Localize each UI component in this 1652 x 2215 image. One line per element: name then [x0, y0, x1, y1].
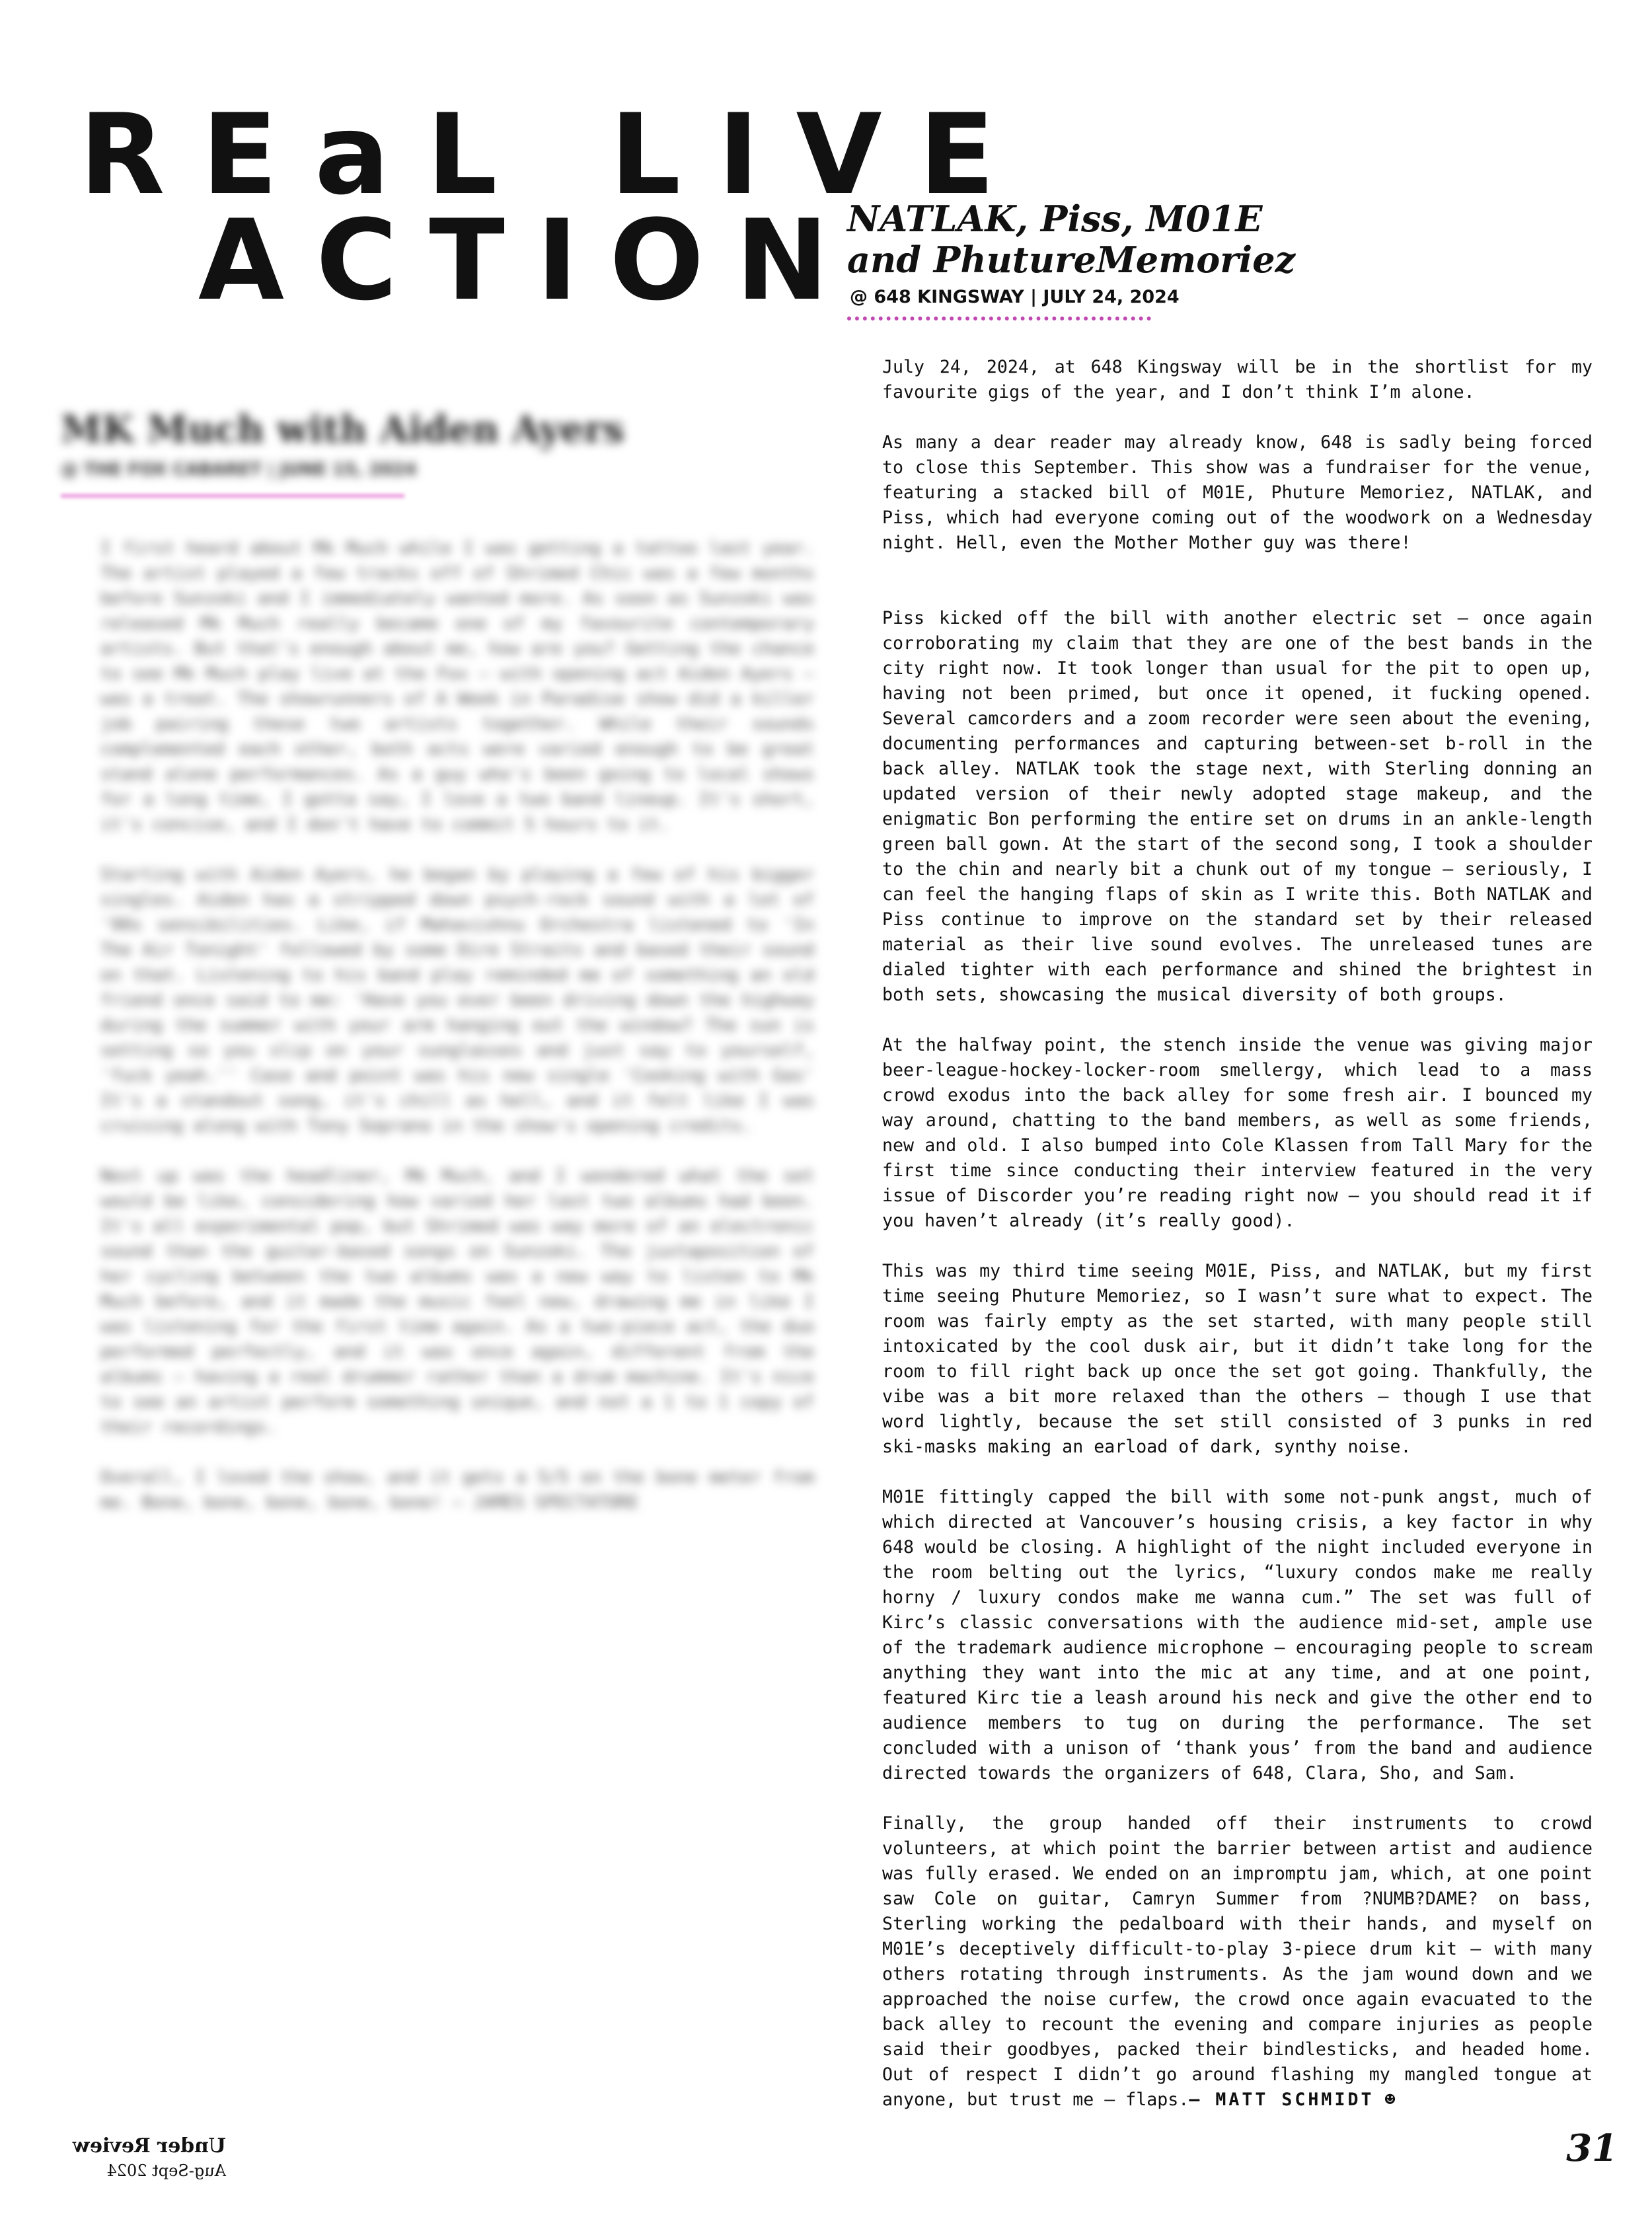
masthead-line1: REaL LIVE — [79, 90, 1032, 219]
footer-masthead — [73, 2134, 226, 2180]
left-review-body — [100, 536, 814, 1515]
left-review-venue: @ THE FOX CABARET | JUNE 15, 2024 — [61, 459, 417, 480]
left-review-paragraph: I first heard about Mk Much while I was getting a tattoo last year. The artist played a few tracks off of Shrimed Chic was a few months before Sunzoki and I immediately wanted more. As soon as Sunzoki was released Mk Much really became one of my favourite contemporary artists. But that's enough about me, how are you? Getting the chance to see Mk Much play live at the Fox — with opening act Aiden Ayers — was a treat. The showrunners of A Week in Paradise show did a killer job pairing these two artists together. While their sounds complemented each other, both acts were varied enough to be great stand alone performances. As a guy who's been going to local shows for a long time, I gotta say, I love a two band lineup. It's short, it's concise, and I don't have to commit 5 hours to it. — [100, 538, 814, 835]
article-header — [847, 198, 1574, 320]
footer-issue-date: Aug-Sept 2024 — [106, 2161, 227, 2180]
article-paragraph-final — [882, 1811, 1593, 2113]
article-paragraph: Piss kicked off the bill with another electric set — once again corroborating my claim that they are one of the best bands in the city right now. It took longer than usual for the pit to open up, having not been primed, but once it opened, it fucking opened. Several camcorders and a zoom recorder were seen about the evening, documenting performances and capturing between-set b-roll in the back alley. NATLAK took the stage next, with Sterling donning an updated version of their newly adopted stage makeup, and the enigmatic Bon performing the entire set on drums in an ankle-length green ball gown. At the start of the second song, I took a shoulder to the chin and nearly bit a chunk out of my tongue — seriously, I can feel the hanging flaps of skin as I write this. Both NATLAK and Piss continue to improve on the standard set by their released material as their live sound evolves. The unreleased tunes are dialed tighter with each performance and shined the brightest in both sets, showcasing the musical diversity of both groups. — [882, 608, 1593, 1005]
article-title — [847, 198, 1574, 280]
article-byline: — MATT SCHMIDT — [1189, 2089, 1374, 2110]
footer-magazine-name: Under Review — [73, 2134, 227, 2158]
left-review-paragraph: Next up was the headliner, Mk Much, and I wondered what the set would be like, considering how varied her last two albums had been. It's all experimental pop, but Shrimed was way more of an electronic sound than the guitar-based songs on Sunzoki. The juxtaposition of her cycling between the two albums was a new way to listen to Mk Much before, and it made the music feel new, drawing me in like I was listening for the first time again. As a two-piece act, the duo performed perfectly, and it was once again, different from the albums — having a real drummer rather than a drum machine. It's nice to see an artist perform something unique, and not a 1 to 1 copy of their recordings. — [100, 1166, 814, 1437]
page-number: 31 — [1566, 2126, 1618, 2170]
left-review — [61, 410, 821, 1540]
article-paragraph: At the halfway point, the stench inside the venue was giving major beer-league-hockey-locker-room smellergy, which lead to a mass crowd exodus into the back alley for some fresh air. I bounced my way around, chatting to the band members, as well as some friends, new and old. I also bumped into Cole Klassen from Tall Mary for the first time since conducting their interview featured in the very issue of Discorder you’re reading right now — you should read it if you haven’t already (it’s really good). — [882, 1035, 1593, 1231]
article-title-line2: and PhutureMemoriez — [847, 239, 1296, 281]
article-paragraph: This was my third time seeing M01E, Piss, and NATLAK, but my first time seeing Phuture Memoriez, so I wasn’t sure what to expect. The room was fairly empty as the set started, with many people still intoxicated by the cool dusk air, but it didn’t take long for the room to fill right back up once the set got going. Thankfully, the vibe was a bit more relaxed than the others — though I use that word lightly, because the set still consisted of 3 punks in red ski-masks making an earload of dark, synthy noise. — [882, 1261, 1593, 1457]
article-paragraph-text: Finally, the group handed off their instruments to crowd volunteers, at which point the barrier between artist and audience was fully erased. We ended on an impromptu jam, which, at one point saw Cole on guitar, Camryn Summer from ?NUMB?DAME? on bass, Sterling working the pedalboard with their hands, and myself on M01E’s deceptively difficult-to-play 3-piece drum kit — with many others rotating through instruments. As the jam wound down and we approached the noise curfew, the crowd once again evacuated to the back alley to recount the evening and compare injuries as people said their goodbyes, packed their bindlesticks, and headed home. Out of respect I didn’t go around flashing my mangled tongue at anyone, but trust me — flaps. — [882, 1813, 1593, 2110]
masthead-line2: ACTION — [198, 196, 860, 325]
article-paragraph: July 24, 2024, at 648 Kingsway will be in the shortlist for my favourite gigs of the year, and I don’t think I’m alone. — [882, 357, 1593, 402]
article-body — [882, 355, 1593, 2138]
article-venue-date: @ 648 KINGSWAY | JULY 24, 2024 — [850, 287, 1180, 307]
left-review-divider — [61, 494, 404, 498]
article-paragraph: M01E fittingly capped the bill with some not-punk angst, much of which directed at Vancouver’s housing crisis, a key factor in why 648 would be closing. A highlight of the night included everyone in the room belting out the lyrics, “luxury condos make me really horny / luxury condos make me wanna cum.” The set was full of Kirc’s classic conversations with the audience mid-set, ample use of the trademark audience microphone — encouraging people to scream anything they want into the mic at any time, and at one point, featured Kirc tie a leash around his neck and give the other end to audience members to tug on during the performance. The set concluded with a unison of ‘thank yous’ from the band and audience directed towards the organizers of 648, Clara, Sho, and Sam. — [882, 1487, 1593, 1783]
left-review-title: MK Much with Aiden Ayers — [61, 408, 624, 451]
article-paragraph: As many a dear reader may already know, 648 is sadly being forced to close this September. This show was a fundraiser for the venue, featuring a stacked bill of M01E, Phuture Memoriez, NATLAK, and Piss, which had everyone coming out of the woodwork on a Wednesday night. Hell, even the Mother Mother guy was there! — [882, 432, 1593, 553]
smiley-icon: ☻ — [1384, 2089, 1396, 2110]
left-review-paragraph: Starting with Aiden Ayers, he began by playing a few of his bigger singles. Aiden has a stripped down psych-rock sound with a lot of '90s sensibilities. Like, if Mahavishnu Orchestra listened to 'In The Air Tonight' followed by some Dire Straits and based their sound on that. Listening to his band play reminded me of something an old friend once said to me: 'Have you ever been driving down the highway during the summer with your arm hanging out the window? The sun is setting so you slip on your sunglasses and just say to yourself, 'fuck yeah.'' Case and point was his new single 'Cooking with Gas' It's a standout song, it's chill as hell, and it felt like I was cruising along with Tony Soprano in the show's opening credits. — [100, 864, 814, 1136]
article-title-line1: NATLAK, Piss, M01E — [847, 198, 1263, 240]
article-dotted-divider — [847, 317, 1151, 320]
left-review-paragraph: Overall, I loved the show, and it gets a 5/5 on the bone meter from me. Bone, bone, bone, bone, bone! — JAMES SPECTATORE — [100, 1467, 814, 1513]
